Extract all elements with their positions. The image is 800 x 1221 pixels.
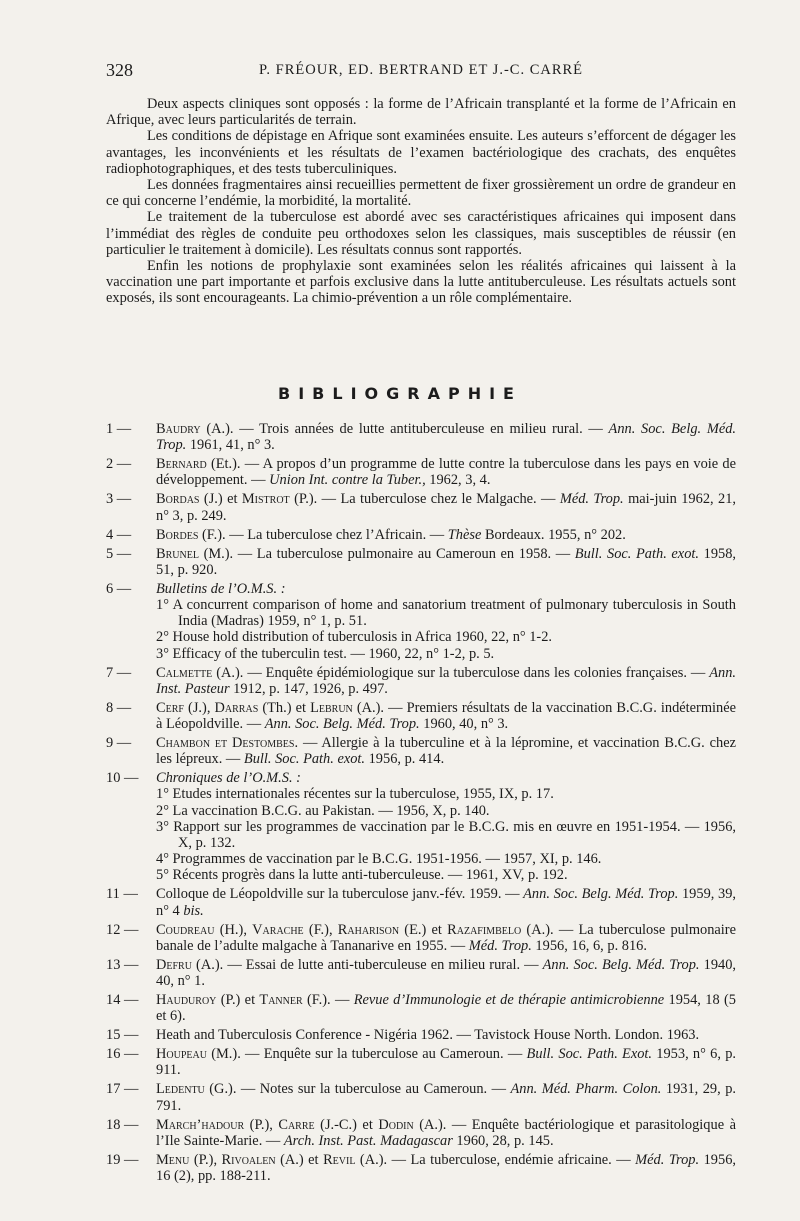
sub-entry: 3° Efficacy of the tuberculin test. — 1960, 22, n° 1-2, p. 5. <box>156 645 495 662</box>
journal-title: Ann. Méd. Pharm. Colon. <box>510 1081 662 1098</box>
bibliography-entry <box>106 1046 736 1078</box>
entry-citation <box>156 1046 736 1078</box>
entry-citation <box>156 527 736 543</box>
bibliography-entry <box>106 735 736 767</box>
citation-text: 1912, p. 147, 1926, p. 497. <box>229 680 388 697</box>
author-name: Raharison <box>337 921 400 938</box>
entry-number: 6 — <box>106 580 132 597</box>
entry-number: 2 — <box>106 456 132 473</box>
author-name: Chambon et Destombes <box>156 735 295 752</box>
citation-text: (F.). — <box>302 992 354 1009</box>
citation-text: 1961, 41, n° 3. <box>186 437 275 454</box>
entry-number: 9 — <box>106 735 132 752</box>
entry-citation <box>156 581 736 597</box>
entry-citation <box>156 1027 736 1043</box>
bibliography-entry <box>106 581 736 662</box>
entry-number: 11 — <box>106 886 138 903</box>
sub-entry: 4° Programmes de vaccination par le B.C.G. 1951-1956. — 1957, XI, p. 146. <box>156 851 602 868</box>
author-name: Ledentu <box>156 1081 205 1098</box>
journal-title: Thèse <box>447 526 482 543</box>
abstract-paragraph: Enfin les notions de prophylaxie sont examinées selon les réalités africaines qui laissent à la vaccination une part importante et parfois exclusive dans la lutte antituberculeuse. Les résultats actuels sont exposés, ils sont encourageants. La chimio-prévention a un rôle complémentaire. <box>106 258 736 307</box>
citation-text: . — Allergie à la tuberculine et à la lépromine, et vaccination B.C.G. chez les lépreux. — <box>156 735 737 768</box>
bibliography-entry <box>106 491 736 523</box>
author-name: Dodin <box>378 1116 414 1133</box>
entry-number: 3 — <box>106 491 132 508</box>
entry-number: 5 — <box>106 545 132 562</box>
citation-text: (J.-C.) et <box>314 1116 379 1133</box>
entry-citation <box>156 700 736 732</box>
entry-citation <box>156 1081 736 1113</box>
citation-text: 1960, 40, n° 3. <box>419 716 509 733</box>
entry-number: 13 — <box>106 956 139 973</box>
bibliography-entry <box>106 700 736 732</box>
abstract-paragraph: Deux aspects cliniques sont opposés : la forme de l’Africain transplanté et la forme de l’Africain en Afrique, avec leurs particularités de terrain. <box>106 96 736 129</box>
author-name: Lebrun <box>310 699 353 716</box>
citation-text: 1956, p. 414. <box>365 751 445 768</box>
author-name: Revil <box>323 1151 356 1168</box>
entry-number: 16 — <box>106 1046 139 1063</box>
citation-text: 1931, 29, p. 791. <box>156 1081 736 1114</box>
citation-text: (E.) et <box>399 921 448 938</box>
bibliography-entry <box>106 992 736 1024</box>
citation-text: 1959, 39, n° 4 <box>156 886 737 919</box>
entry-citation <box>156 456 736 488</box>
author-name: Bordes <box>156 526 199 543</box>
running-head: P. FRÉOUR, ED. BERTRAND ET J.-C. CARRÉ <box>258 62 584 78</box>
entry-number: 17 — <box>106 1081 139 1098</box>
author-name: Houpeau <box>156 1046 207 1063</box>
bibliography-entry <box>106 421 736 453</box>
sub-entry: 5° Récents progrès dans la lutte anti-tuberculeuse. — 1961, XV, p. 192. <box>156 867 568 884</box>
journal-title: Ann. Soc. Belg. Méd. Trop. <box>542 956 700 973</box>
journal-title: Ann. Soc. Belg. Méd. Trop. <box>156 421 736 454</box>
entry-citation <box>156 1117 736 1149</box>
citation-text: (Et.). — A propos d’un programme de lutte contre la tuberculose dans les pays en voie de développement. — <box>156 456 736 489</box>
author-name: Coudreau <box>156 921 215 938</box>
citation-text: 1958, 51, p. 920. <box>156 545 737 578</box>
abstract-paragraph: Les données fragmentaires ainsi recueillies permettent de fixer grossièrement un ordre de grandeur en ce qui concerne l’endémie, la morbidité, la mortalité. <box>106 177 736 210</box>
bibliography-entry <box>106 665 736 697</box>
bibliography-entry <box>106 1027 736 1043</box>
citation-text: (A.). — Premiers résultats de la vaccination B.C.G. indéterminée à Léopoldville. — <box>156 699 736 733</box>
journal-title: Ann. Soc. Belg. Méd. Trop. <box>523 886 679 903</box>
author-name: Menu <box>156 1151 190 1168</box>
citation-text: 1940, 40, n° 1. <box>156 956 736 990</box>
bibliography-entry <box>106 1117 736 1149</box>
citation-text: (Th.) et <box>258 699 311 716</box>
entry-citation <box>156 886 736 918</box>
citation-text: 1960, 28, p. 145. <box>452 1132 554 1149</box>
journal-title: Méd. Trop. <box>468 937 532 954</box>
citation-text: (P.), <box>244 1116 279 1133</box>
entry-citation <box>156 491 736 523</box>
bibliography-entry <box>106 770 736 883</box>
journal-title: Union Int. contre la Tuber., <box>269 472 426 489</box>
citation-text: Heath and Tuberculosis Conference - Nigéria 1962. — Tavistock House North. London. 1963. <box>156 1027 700 1044</box>
entry-citation <box>156 421 736 453</box>
entry-citation <box>156 992 736 1024</box>
citation-text: 1956, 16 (2), pp. 188-211. <box>156 1151 736 1185</box>
entry-citation <box>156 922 736 954</box>
author-name: Hauduroy <box>156 992 217 1009</box>
entry-number: 1 — <box>106 421 132 437</box>
citation-text: (P.) et <box>216 992 260 1009</box>
entry-citation <box>156 735 736 767</box>
citation-text: (F.), <box>303 921 338 938</box>
sub-entry: 2° House hold distribution of tuberculosis in Africa 1960, 22, n° 1-2. <box>156 629 553 646</box>
author-name: Cerf <box>156 699 184 716</box>
journal-title: bis. <box>183 902 204 919</box>
author-name: Tanner <box>259 992 303 1009</box>
citation-text: Bordeaux. 1955, n° 202. <box>481 526 626 543</box>
sub-entry: 3° Rapport sur les programmes de vaccination par le B.C.G. mis en œuvre en 1951-1954. — 1956, X, p. 132. <box>156 818 736 852</box>
citation-text: (A.) et <box>275 1151 324 1168</box>
bibliography-heading: BIBLIOGRAPHIE <box>278 384 522 403</box>
entry-citation <box>156 665 736 697</box>
entry-citation <box>156 1152 736 1184</box>
author-name: Baudry <box>156 421 201 437</box>
bibliography-entry <box>106 1152 736 1184</box>
citation-text: Colloque de Léopoldville sur la tuberculose janv.-fév. 1959. — <box>156 886 524 903</box>
bibliography-entry <box>106 886 736 918</box>
citation-text: (A.). — Essai de lutte anti-tuberculeuse en milieu rural. — <box>191 956 543 973</box>
journal-title: Bull. Soc. Path. exot. <box>243 751 366 768</box>
abstract-paragraph: Le traitement de la tuberculose est abordé avec ses caractéristiques africaines qui imposent dans l’immédiat des règles de conduite peu orthodoxes selon les classiques, mais susceptibles de réussir (en particulier le traitement à domicile). Les résultats connus sont rapportés. <box>106 209 736 258</box>
entry-citation <box>156 957 736 989</box>
page-header <box>106 60 736 84</box>
citation-text: mai-juin 1962, 21, n° 3, p. 249. <box>156 491 736 524</box>
entry-number: 10 — <box>106 770 139 787</box>
author-name: Carre <box>278 1116 315 1133</box>
journal-title: Méd. Trop. <box>559 491 624 508</box>
journal-title: Bull. Soc. Path. Exot. <box>526 1046 653 1063</box>
citation-text: (M.). — Enquête sur la tuberculose au Cameroun. — <box>206 1046 527 1063</box>
journal-title: Revue d’Immunologie et de thérapie antimicrobienne <box>353 992 665 1009</box>
citation-text: (A.). — Enquête bactériologique et parasitologique à l’Ile Sainte-Marie. — <box>156 1116 736 1149</box>
citation-text: 1962, 3, 4. <box>425 472 491 489</box>
journal-title: Chroniques de l’O.M.S. : <box>156 770 301 787</box>
bibliography-entry <box>106 1081 736 1113</box>
author-name: Brunel <box>156 545 199 562</box>
bibliography-entry <box>106 527 736 543</box>
citation-text: (J.), <box>183 699 215 716</box>
journal-title: Méd. Trop. <box>635 1151 700 1168</box>
bibliography-list <box>106 421 736 1187</box>
journal-title: Bull. Soc. Path. exot. <box>574 545 699 562</box>
bibliography-entry <box>106 546 736 578</box>
author-name: Bordas <box>156 491 200 508</box>
citation-text: (A.). — La tuberculose pulmonaire banale de l’adulte malgache à Tananarive en 1955. — <box>156 921 736 954</box>
author-name: Mistrot <box>241 491 290 508</box>
citation-text: 1954, 18 (5 et 6). <box>156 992 736 1025</box>
sub-entry: 2° La vaccination B.C.G. au Pakistan. — 1956, X, p. 140. <box>156 802 490 819</box>
journal-title: Ann. Inst. Pasteur <box>156 664 736 697</box>
bibliography-entry <box>106 922 736 954</box>
citation-text: (A.). — Trois années de lutte antituberculeuse en milieu rural. — <box>200 421 609 437</box>
citation-text: (A.). — Enquête épidémiologique sur la tuberculose dans les colonies françaises. — <box>212 664 710 681</box>
citation-text: (G.). — Notes sur la tuberculose au Cameroun. — <box>204 1081 511 1098</box>
author-name: Rivoalen <box>221 1151 276 1168</box>
citation-text: (J.) et <box>199 491 242 508</box>
citation-text: (A.). — La tuberculose, endémie africaine. — <box>355 1151 636 1168</box>
entry-number: 8 — <box>106 699 132 716</box>
citation-text: (M.). — La tuberculose pulmonaire au Cameroun en 1958. — <box>198 545 575 562</box>
journal-title: Bulletins de l’O.M.S. : <box>156 580 286 597</box>
journal-title: Ann. Soc. Belg. Méd. Trop. <box>264 716 420 733</box>
page-number: 328 <box>106 60 133 80</box>
citation-text: (P.). — La tuberculose chez le Malgache. — <box>289 491 560 508</box>
entry-number: 14 — <box>106 992 139 1009</box>
entry-citation <box>156 546 736 578</box>
bibliography-entry <box>106 957 736 989</box>
abstract-text <box>106 96 736 307</box>
author-name: Calmette <box>156 664 213 681</box>
author-name: Defru <box>156 956 192 973</box>
entry-number: 15 — <box>106 1027 139 1044</box>
citation-text: 1953, n° 6, p. 911. <box>156 1046 736 1079</box>
author-name: March’hadour <box>156 1116 245 1133</box>
author-name: Varache <box>252 921 304 938</box>
author-name: Darras <box>214 699 259 716</box>
entry-number: 4 — <box>106 526 132 543</box>
author-name: Razafimbelo <box>447 921 522 938</box>
citation-text: (F.). — La tuberculose chez l’Africain. — <box>198 526 448 543</box>
entry-number: 18 — <box>106 1116 139 1133</box>
journal-title: Arch. Inst. Past. Madagascar <box>283 1132 453 1149</box>
sub-entry: 1° A concurrent comparison of home and sanatorium treatment of pulmonary tuberculosis in South India (Madras) 1959, n° 1, p. 51. <box>156 597 736 630</box>
entry-number: 12 — <box>106 921 139 938</box>
bibliography-entry <box>106 456 736 488</box>
entry-number: 19 — <box>106 1151 139 1168</box>
citation-text: (P.), <box>189 1151 222 1168</box>
abstract-paragraph: Les conditions de dépistage en Afrique sont examinées ensuite. Les auteurs s’efforcent de dégager les avantages, les inconvénients et les résultats de l’examen bactériologique des crachats, des enquêtes radiophotographiques, et des tests tuberculiniques. <box>106 128 736 177</box>
sub-entry: 1° Etudes internationales récentes sur la tuberculose, 1955, IX, p. 17. <box>156 786 554 803</box>
author-name: Bernard <box>156 456 207 473</box>
entry-number: 7 — <box>106 664 132 681</box>
citation-text: (H.), <box>214 921 253 938</box>
entry-citation <box>156 770 736 786</box>
citation-text: 1956, 16, 6, p. 816. <box>531 937 647 954</box>
